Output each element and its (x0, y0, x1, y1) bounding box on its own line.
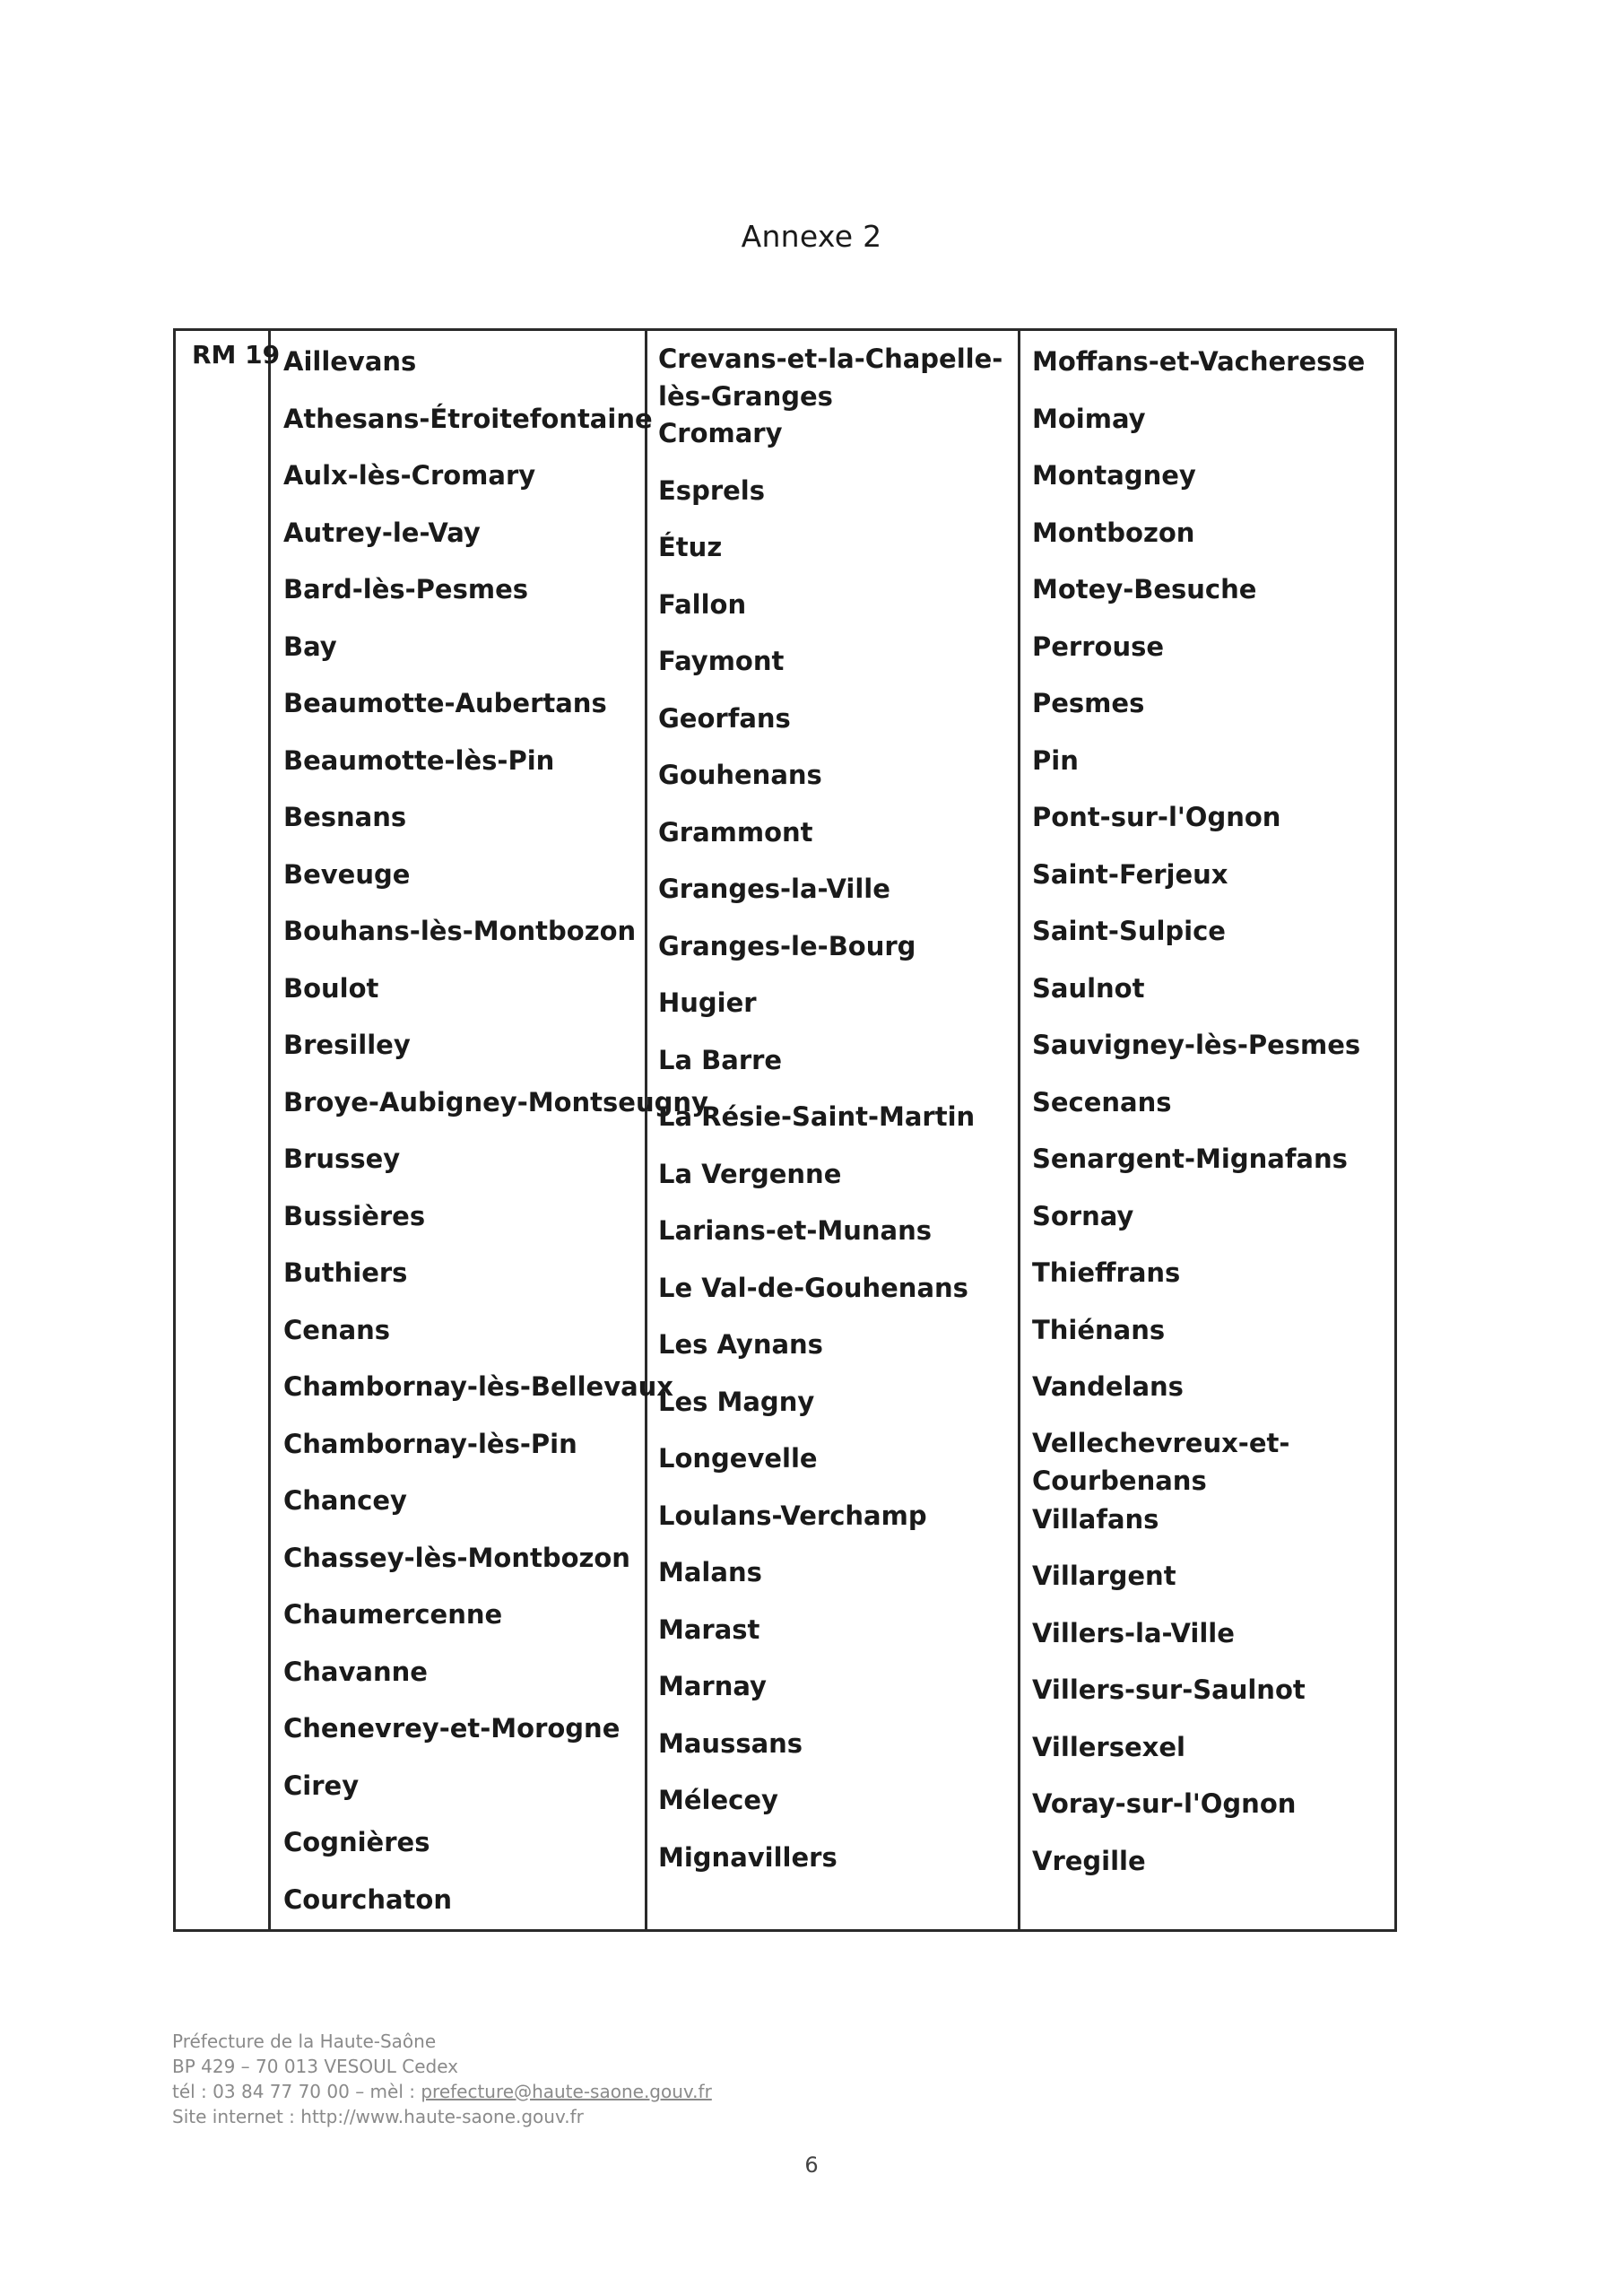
commune-item: Longevelle (658, 1443, 818, 1474)
commune-item: Esprels (658, 474, 766, 506)
commune-item: Le Val-de-Gouhenans (658, 1272, 968, 1303)
footer-email-link[interactable]: prefecture@haute-saone.gouv.fr (421, 2081, 712, 2102)
commune-item: Crevans-et-la-Chapelle-lès-Granges (658, 344, 1003, 412)
commune-item: Thiénans (1032, 1314, 1166, 1345)
commune-item: Pesmes (1032, 688, 1145, 718)
footer-phone: tél : 03 84 77 70 00 – mèl : (172, 2081, 421, 2102)
commune-item: Saint-Ferjeux (1032, 858, 1228, 890)
commune-item: Larians-et-Munans (658, 1215, 932, 1246)
commune-item: Broye-Aubigney-Montseugny (283, 1086, 708, 1118)
commune-item: Cirey (283, 1770, 360, 1801)
commune-item: La Résie-Saint-Martin (658, 1101, 976, 1132)
commune-item: Aillevans (283, 346, 417, 377)
commune-item: La Vergenne (658, 1158, 842, 1189)
commune-item: Granges-la-Ville (658, 874, 890, 904)
commune-item: Villers-sur-Saulnot (1032, 1674, 1306, 1705)
commune-item: Villafans (1032, 1503, 1159, 1535)
commune-item: Loulans-Verchamp (658, 1500, 927, 1531)
commune-item: Cognières (283, 1827, 430, 1857)
commune-item: Villersexel (1032, 1731, 1185, 1762)
commune-item: Motey-Besuche (1032, 574, 1257, 604)
communes-table (173, 328, 1397, 1932)
column-divider (1018, 331, 1020, 1929)
commune-item: Étuz (658, 532, 723, 562)
commune-item: Georfans (658, 702, 791, 734)
commune-item: Grammont (658, 816, 813, 848)
commune-column-1 (283, 342, 708, 1936)
column-divider (268, 331, 271, 1929)
commune-item: Marnay (658, 1671, 767, 1701)
commune-item: Chancey (283, 1485, 407, 1516)
footer-address (172, 2029, 712, 2129)
commune-item: Montbozon (1032, 517, 1195, 548)
commune-item: Courchaton (283, 1883, 452, 1915)
commune-item: Perrouse (1032, 631, 1165, 662)
commune-item: Mélecey (658, 1785, 778, 1815)
commune-item: Maussans (658, 1727, 803, 1759)
commune-item: Cenans (283, 1314, 391, 1345)
commune-item: Boulot (283, 972, 379, 1004)
commune-item: Hugier (658, 987, 757, 1018)
commune-item: Les Magny (658, 1386, 815, 1417)
commune-item: Beaumotte-Aubertans (283, 688, 607, 718)
commune-column-2 (658, 340, 1017, 1896)
commune-item: Faymont (658, 646, 785, 676)
commune-item: Vellechevreux-et-Courbenans (1032, 1427, 1290, 1496)
commune-item: Pin (1032, 744, 1079, 776)
commune-item: Mignavillers (658, 1841, 838, 1873)
commune-item: Beaumotte-lès-Pin (283, 744, 555, 776)
commune-item: Aulx-lès-Cromary (283, 460, 536, 491)
commune-item: Beveuge (283, 858, 411, 890)
commune-item: Bresilley (283, 1030, 411, 1060)
commune-item: Athesans-Étroitefontaine (283, 403, 653, 434)
commune-item: Fallon (658, 588, 747, 620)
commune-item: Saulnot (1032, 972, 1145, 1004)
commune-item: Secenans (1032, 1086, 1172, 1118)
commune-item: Chassey-lès-Montbozon (283, 1542, 630, 1573)
commune-item: Chaumercenne (283, 1599, 503, 1630)
commune-item: Villargent (1032, 1561, 1176, 1591)
footer-website[interactable]: Site internet : http://www.haute-saone.gouv.fr (172, 2106, 584, 2127)
commune-item: Vregille (1032, 1845, 1146, 1876)
commune-item: Chenevrey-et-Morogne (283, 1713, 621, 1744)
commune-item: Chambornay-lès-Pin (283, 1428, 577, 1459)
commune-item: Granges-le-Bourg (658, 930, 916, 961)
footer-contact (172, 2079, 712, 2104)
commune-item: Saint-Sulpice (1032, 916, 1226, 946)
commune-item: Voray-sur-l'Ognon (1032, 1788, 1297, 1819)
commune-item: Les Aynans (658, 1329, 823, 1360)
commune-item: Senargent-Mignafans (1032, 1144, 1348, 1174)
commune-item: Bouhans-lès-Montbozon (283, 916, 637, 946)
commune-item: Bussières (283, 1200, 426, 1231)
commune-item: Chambornay-lès-Bellevaux (283, 1371, 674, 1402)
commune-item: Brussey (283, 1144, 401, 1174)
commune-item: Montagney (1032, 460, 1196, 491)
page-title: Annexe 2 (741, 219, 882, 254)
commune-item: Moimay (1032, 403, 1146, 434)
commune-item: Cromary (658, 418, 783, 448)
commune-item: Pont-sur-l'Ognon (1032, 802, 1281, 832)
commune-item: Malans (658, 1557, 762, 1587)
commune-item: Marast (658, 1613, 760, 1645)
commune-item: Sornay (1032, 1200, 1134, 1231)
commune-item: Vandelans (1032, 1371, 1184, 1402)
footer-postal: BP 429 – 70 013 VESOUL Cedex (172, 2056, 459, 2077)
commune-item: Buthiers (283, 1257, 408, 1288)
zone-code: RM 19 (192, 340, 281, 370)
commune-item: Moffans-et-Vacheresse (1032, 346, 1366, 377)
commune-column-3 (1032, 342, 1373, 1898)
commune-item: Thieffrans (1032, 1257, 1181, 1288)
commune-item: Bard-lès-Pesmes (283, 574, 529, 604)
commune-item: Autrey-le-Vay (283, 517, 481, 548)
footer-prefecture: Préfecture de la Haute-Saône (172, 2031, 437, 2052)
commune-item: Bay (283, 631, 337, 662)
commune-item: Gouhenans (658, 760, 822, 790)
commune-item: Chavanne (283, 1656, 428, 1687)
commune-item: La Barre (658, 1044, 783, 1075)
commune-item: Sauvigney-lès-Pesmes (1032, 1030, 1361, 1060)
commune-item: Besnans (283, 802, 407, 832)
commune-item: Villers-la-Ville (1032, 1617, 1235, 1648)
page-number: 6 (804, 2152, 819, 2178)
